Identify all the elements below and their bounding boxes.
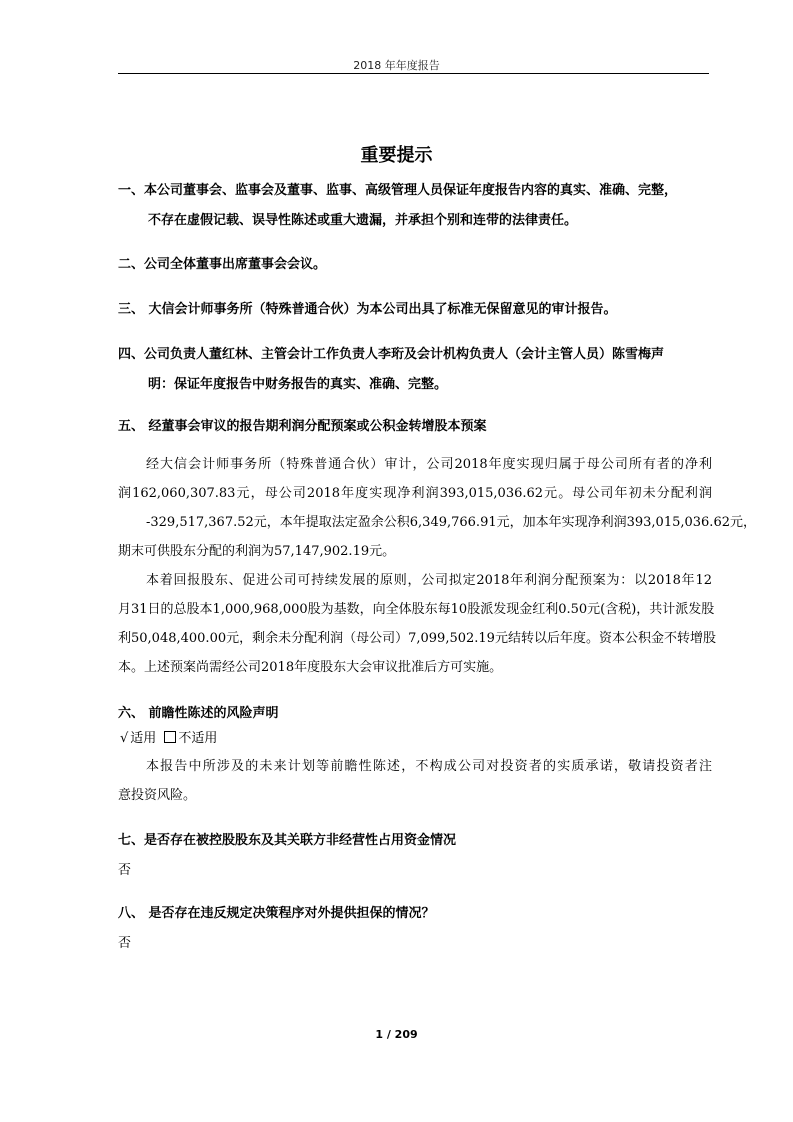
section-2-line-1: 二、公司全体董事出席董事会会议。 (118, 257, 327, 272)
check-mark-icon: √ (120, 731, 129, 746)
section-5-heading: 五、 经董事会审议的报告期利润分配预案或公积金转增股本预案 (118, 419, 487, 434)
section-6-heading: 六、 前瞻性陈述的风险声明 (118, 706, 279, 721)
section-1-line-2: 不存在虚假记载、误导性陈述或重大遗漏，并承担个别和连带的法律责任。 (148, 213, 578, 228)
section-3 (118, 295, 718, 325)
section-6-para-line-2: 意投资风险。 (118, 788, 197, 803)
section-5-para-1-line-1: 经大信会计师事务所（特殊普通合伙）审计，公司2018年度实现归属于母公司所有者的净利 (146, 457, 712, 472)
section-6-para-line-1: 本报告中所涉及的未来计划等前瞻性陈述，不构成公司对投资者的实质承诺，敬请投资者注 (146, 759, 712, 774)
page-number: 1 / 209 (375, 1028, 418, 1041)
section-7-heading: 七、是否存在被控股股东及其关联方非经营性占用资金情况 (118, 833, 457, 848)
section-1 (118, 176, 718, 236)
section-4-line-2: 明：保证年度报告中财务报告的真实、准确、完整。 (148, 377, 448, 392)
section-8-heading: 八、 是否存在违反规定决策程序对外提供担保的情况？ (118, 906, 435, 921)
header-rule (118, 73, 709, 74)
section-5-para-2-line-2: 月31日的总股本1,000,968,000股为基数，向全体股东每10股派发现金红利0.50元(含税)，共计派发股 (118, 602, 715, 617)
section-5-para-2-line-1: 本着回报股东、促进公司可持续发展的原则，公司拟定2018年利润分配预案为：以2018年12 (146, 573, 712, 588)
section-8-answer: 否 (118, 936, 132, 951)
section-4 (118, 340, 718, 400)
section-5-para-1-line-2: 润162,060,307.83元，母公司2018年度实现净利润393,015,036.62元。母公司年初未分配利润 (118, 486, 712, 501)
section-2 (118, 250, 718, 280)
section-5-para-1-line-3: -329,517,367.52元，本年提取法定盈余公积6,349,766.91元，加本年实现净利润393,015,036.62元， (146, 515, 756, 530)
section-5-para-1-line-4: 期末可供股东分配的利润为57,147,902.19元。 (118, 544, 396, 559)
applicability-options (120, 727, 217, 751)
section-5-para-2-line-4: 本。上述预案尚需经公司2018年度股东大会审议批准后方可实施。 (118, 660, 503, 675)
section-1-line-1: 一、本公司董事会、监事会及董事、监事、高级管理人员保证年度报告内容的真实、准确、完整， (118, 183, 678, 198)
section-3-line-1: 三、 大信会计师事务所（特殊普通合伙）为本公司出具了标准无保留意见的审计报告。 (118, 302, 617, 317)
empty-checkbox-icon (164, 731, 176, 743)
section-4-line-1: 四、公司负责人董红林、主管会计工作负责人李珩及会计机构负责人（会计主管人员）陈雪梅声 (118, 347, 665, 362)
not-applicable-label: 不适用 (178, 731, 218, 746)
section-5-para-2-line-3: 利50,048,400.00元，剩余未分配利润（母公司）7,099,502.19元结转以后年度。资本公积金不转增股 (118, 631, 716, 646)
applicable-label: 适用 (130, 731, 157, 746)
document-title: 重要提示 (360, 145, 433, 166)
page-header-title: 2018 年年度报告 (353, 59, 440, 72)
section-7-answer: 否 (118, 863, 132, 878)
